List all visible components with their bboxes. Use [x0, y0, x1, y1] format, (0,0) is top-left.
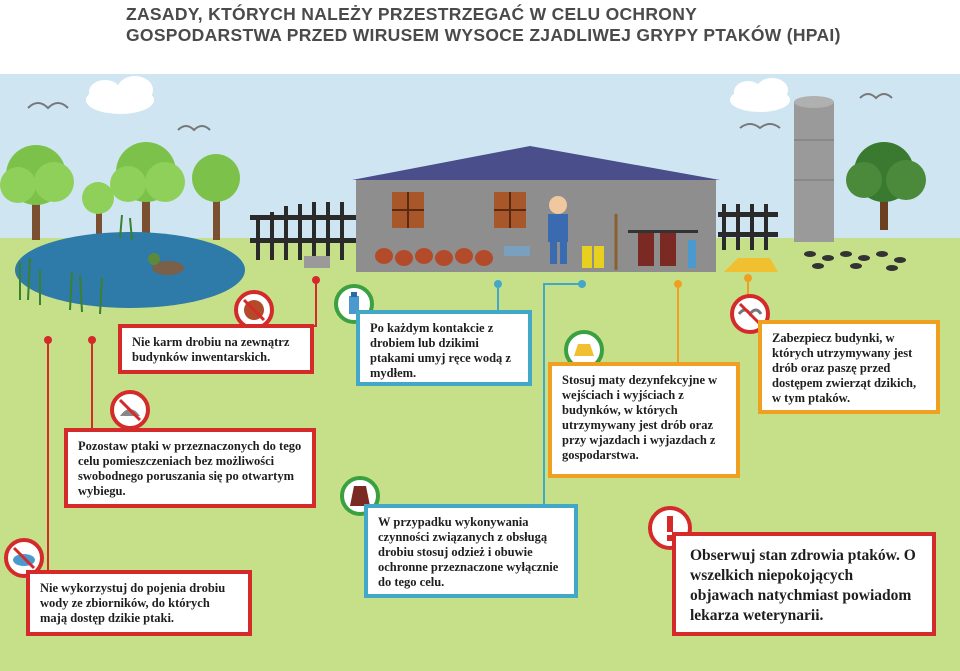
feeder	[304, 256, 330, 268]
pond	[15, 232, 245, 308]
rule-no-feeding-outside: Nie karm drobiu na zewnątrz budynków inwentarskich.	[118, 324, 314, 374]
aprons	[638, 232, 654, 266]
boots	[582, 246, 592, 268]
rule-keep-indoors: Pozostaw ptaki w przeznaczonych do tego celu pomieszczeniach bez możliwości swobodnego poruszania się po otwartym wybiegu.	[64, 428, 316, 508]
rule-disinfection-mats: Stosuj maty dezynfekcyjne w wejściach i wyjściach z budynków, w których utrzymywany jest drób oraz przy wjazdach i wyjazdach z gospodarstwa.	[548, 362, 740, 478]
rule-secure-buildings: Zabezpiecz budynki, w których utrzymywany jest drób oraz paszę przed dostępem zwierząt dzikich, w tym ptaków.	[758, 320, 940, 414]
rule-observe-health: Obserwuj stan zdrowia ptaków. O wszelkich niepokojących objawach natychmiast powiadom lekarza weterynarii.	[672, 532, 936, 636]
page-title: ZASADY, KTÓRYCH NALEŻY PRZESTRZEGAĆ W CELU OCHRONY GOSPODARSTWA PRZED WIRUSEM WYSOCE ZJADLIWEJ GRYPY PTAKÓW (HPAI)	[126, 4, 841, 45]
water-trough	[504, 246, 530, 256]
rule-protective-clothing: W przypadku wykonywania czynności związanych z obsługą drobiu stosuj odzież i obuwie ochronne przeznaczone wyłącznie do tego celu.	[364, 504, 578, 598]
silo	[794, 96, 834, 242]
no-free-range-icon	[110, 390, 150, 430]
rule-no-wild-water: Nie wykorzystuj do pojenia drobiu wody ze zbiorników, do których mają dostęp dzikie ptaki.	[26, 570, 252, 636]
rule-wash-hands: Po każdym kontakcie z drobiem lub dzikimi ptakami umyj ręce wodą z mydłem.	[356, 310, 532, 386]
soap-bottle	[688, 240, 696, 268]
